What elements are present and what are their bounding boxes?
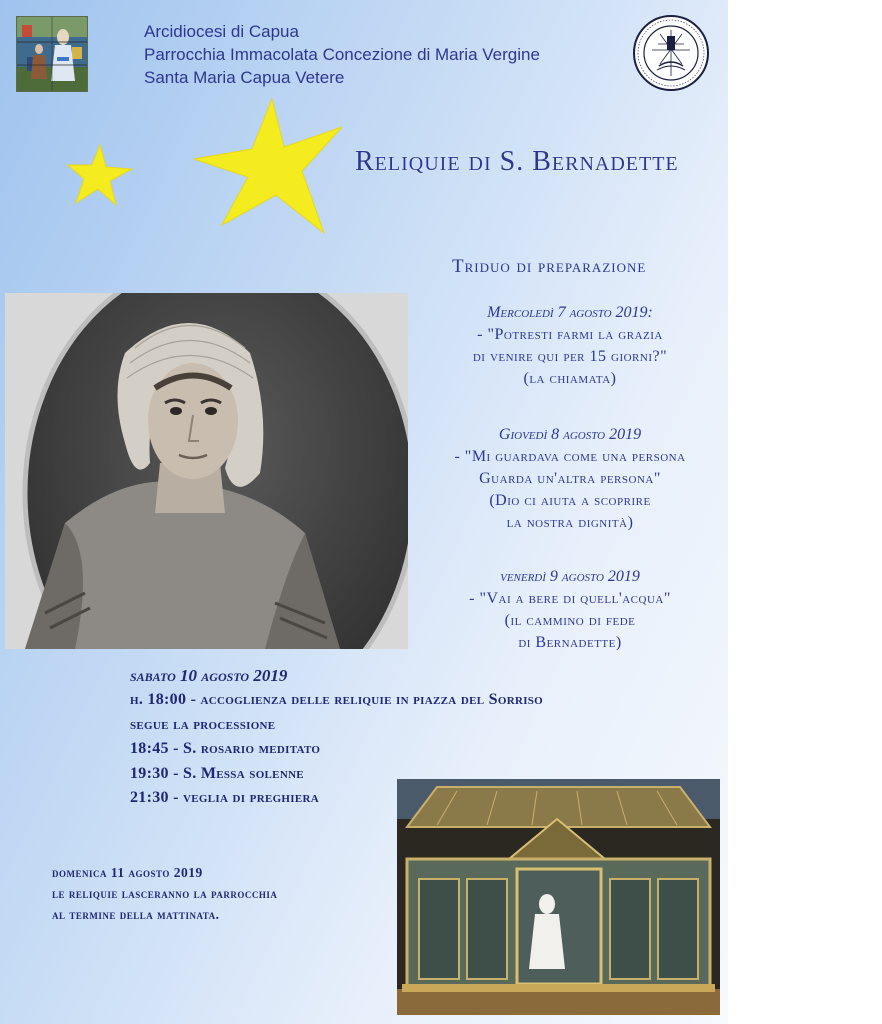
schedule-row: segue la processione xyxy=(130,715,276,733)
day-line: la nostra dignità) xyxy=(506,514,634,531)
day-line: - "Vai a bere di quell'acqua" xyxy=(469,590,671,607)
schedule-row: 18:45 - S. rosario meditato xyxy=(130,740,321,757)
day-line: (il cammino di fede xyxy=(504,612,636,629)
schedule-row: 21:30 - veglia di preghiera xyxy=(130,789,319,806)
stained-glass-image xyxy=(16,16,88,92)
small-star-icon xyxy=(66,143,136,209)
schedule-row: 19:30 - S. Messa solenne xyxy=(130,764,304,782)
day-date: Mercoledì 7 agosto 2019: xyxy=(487,304,653,321)
large-star-icon xyxy=(192,97,344,235)
schedule-row: h. 18:00 - accoglienza delle reliquie in piazza del Sorriso xyxy=(130,691,544,708)
parish-seal xyxy=(632,14,710,92)
bernadette-portrait xyxy=(5,293,408,649)
day-line: di venire qui per 15 giorni?" xyxy=(472,348,668,365)
saturday-date: sabato 10 agosto 2019 xyxy=(130,666,288,685)
archdiocese-name: Arcidiocesi di Capua xyxy=(144,22,299,41)
city-name: Santa Maria Capua Vetere xyxy=(144,68,345,87)
day-line: - "Potresti farmi la grazia xyxy=(477,326,663,343)
day-block-thursday xyxy=(410,424,730,534)
parish-name: Parrocchia Immacolata Concezione di Maria Vergine xyxy=(144,45,540,64)
sunday-row: domenica 11 agosto 2019 xyxy=(52,865,203,880)
day-line: (la chiamata) xyxy=(523,370,617,387)
triduum-subtitle: Triduo di preparazione xyxy=(452,256,647,277)
sunday-row: al termine della mattinata. xyxy=(52,907,220,922)
reliquary-image xyxy=(397,779,720,1015)
day-line: (Dio ci aiuta a scoprire xyxy=(489,492,651,509)
day-date: venerdì 9 agosto 2019 xyxy=(500,568,640,585)
day-date: Giovedì 8 agosto 2019 xyxy=(498,426,642,443)
day-line: - "Mi guardava come una persona xyxy=(454,448,686,465)
day-block-friday xyxy=(410,566,730,654)
day-line: Guarda un'altra persona" xyxy=(479,470,661,487)
poster-title: Reliquie di S. Bernadette xyxy=(355,146,679,177)
sunday-row: le reliquie lasceranno la parrocchia xyxy=(52,886,278,901)
day-line: di Bernadette) xyxy=(518,634,622,651)
sunday-note xyxy=(52,862,277,925)
day-block-wednesday xyxy=(410,302,730,390)
header xyxy=(144,20,540,89)
